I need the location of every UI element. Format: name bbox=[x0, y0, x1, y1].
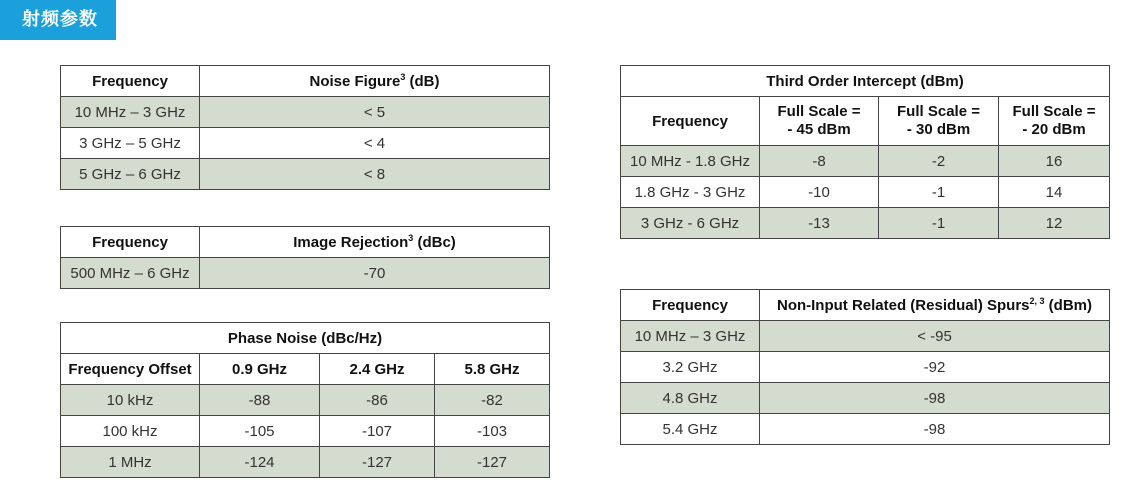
value-cell: -98 bbox=[760, 414, 1110, 445]
value-cell: -1 bbox=[879, 177, 999, 208]
column-header-noise-figure bbox=[200, 66, 550, 97]
value-cell: -86 bbox=[320, 385, 435, 416]
value-cell: 12 bbox=[999, 208, 1110, 239]
offset-cell: 1 MHz bbox=[61, 447, 200, 478]
value-cell: < 8 bbox=[200, 159, 550, 190]
table-row bbox=[621, 177, 1110, 208]
table-row bbox=[61, 385, 550, 416]
column-header-full-scale-45 bbox=[760, 97, 879, 146]
column-header-5-8-ghz: 5.8 GHz bbox=[435, 354, 550, 385]
table-row bbox=[621, 352, 1110, 383]
value-cell: -105 bbox=[200, 416, 320, 447]
table-row bbox=[61, 447, 550, 478]
frequency-cell: 1.8 GHz - 3 GHz bbox=[621, 177, 760, 208]
table-row bbox=[621, 321, 1110, 352]
table-row bbox=[61, 159, 550, 190]
footnote-marker: 2, 3 bbox=[1029, 295, 1045, 306]
value-cell: -70 bbox=[200, 258, 550, 289]
column-header-2-4-ghz: 2.4 GHz bbox=[320, 354, 435, 385]
column-header-frequency: Frequency bbox=[61, 66, 200, 97]
frequency-cell: 10 MHz - 1.8 GHz bbox=[621, 146, 760, 177]
column-header-full-scale-20 bbox=[999, 97, 1110, 146]
column-header-residual-spurs bbox=[760, 290, 1110, 321]
value-cell: < 4 bbox=[200, 128, 550, 159]
frequency-cell: 3.2 GHz bbox=[621, 352, 760, 383]
header-line-2: - 45 dBm bbox=[787, 121, 851, 138]
value-cell: -127 bbox=[435, 447, 550, 478]
value-cell: 16 bbox=[999, 146, 1110, 177]
header-line-2: - 20 dBm bbox=[1022, 121, 1086, 138]
table-header-row bbox=[621, 290, 1110, 321]
offset-cell: 10 kHz bbox=[61, 385, 200, 416]
table-row bbox=[621, 146, 1110, 177]
header-line-1: Full Scale = bbox=[1012, 103, 1096, 120]
column-header-full-scale-30 bbox=[879, 97, 999, 146]
column-header-0-9-ghz: 0.9 GHz bbox=[200, 354, 320, 385]
header-unit: (dBm) bbox=[1044, 296, 1093, 314]
residual-spurs-table bbox=[620, 289, 1110, 445]
frequency-cell: 500 MHz – 6 GHz bbox=[61, 258, 200, 289]
value-cell: -8 bbox=[760, 146, 879, 177]
table-row bbox=[621, 208, 1110, 239]
value-cell: -13 bbox=[760, 208, 879, 239]
value-cell: -107 bbox=[320, 416, 435, 447]
frequency-cell: 10 MHz – 3 GHz bbox=[61, 97, 200, 128]
frequency-cell: 3 GHz - 6 GHz bbox=[621, 208, 760, 239]
third-order-intercept-table bbox=[620, 65, 1110, 239]
table-title-row bbox=[61, 323, 550, 354]
value-cell: -88 bbox=[200, 385, 320, 416]
column-header-frequency: Frequency bbox=[621, 97, 760, 146]
table-header-row bbox=[61, 227, 550, 258]
value-cell: -1 bbox=[879, 208, 999, 239]
header-line-1: Full Scale = bbox=[897, 103, 980, 120]
table-header-row bbox=[61, 354, 550, 385]
value-cell: -124 bbox=[200, 447, 320, 478]
frequency-cell: 5 GHz – 6 GHz bbox=[61, 159, 200, 190]
frequency-cell: 3 GHz – 5 GHz bbox=[61, 128, 200, 159]
table-header-row bbox=[621, 97, 1110, 146]
column-header-frequency: Frequency bbox=[621, 290, 760, 321]
value-cell: -98 bbox=[760, 383, 1110, 414]
column-header-frequency: Frequency bbox=[61, 227, 200, 258]
value-cell: < -95 bbox=[760, 321, 1110, 352]
offset-cell: 100 kHz bbox=[61, 416, 200, 447]
value-cell: -2 bbox=[879, 146, 999, 177]
footnote-marker: 3 bbox=[400, 71, 406, 82]
table-title: Third Order Intercept (dBm) bbox=[621, 66, 1110, 97]
value-cell: < 5 bbox=[200, 97, 550, 128]
header-unit: (dB) bbox=[405, 72, 440, 90]
header-label: Image Rejection bbox=[293, 233, 409, 251]
header-unit: (dBc) bbox=[413, 233, 456, 251]
frequency-cell: 4.8 GHz bbox=[621, 383, 760, 414]
table-row bbox=[61, 128, 550, 159]
image-rejection-table bbox=[60, 226, 550, 289]
table-row bbox=[61, 416, 550, 447]
table-row bbox=[621, 414, 1110, 445]
value-cell: -92 bbox=[760, 352, 1110, 383]
frequency-cell: 10 MHz – 3 GHz bbox=[621, 321, 760, 352]
column-header-frequency-offset: Frequency Offset bbox=[61, 354, 200, 385]
footnote-marker: 3 bbox=[408, 232, 414, 243]
section-title-rf-parameters: 射频参数 bbox=[0, 0, 116, 40]
header-line-2: - 30 dBm bbox=[906, 121, 971, 138]
noise-figure-table bbox=[60, 65, 550, 190]
table-row bbox=[61, 258, 550, 289]
phase-noise-table bbox=[60, 322, 550, 478]
table-header-row bbox=[61, 66, 550, 97]
value-cell: -82 bbox=[435, 385, 550, 416]
value-cell: 14 bbox=[999, 177, 1110, 208]
table-title: Phase Noise (dBc/Hz) bbox=[61, 323, 550, 354]
header-label: Noise Figure bbox=[309, 72, 401, 90]
header-label: Non-Input Related (Residual) Spurs bbox=[776, 296, 1030, 314]
value-cell: -127 bbox=[320, 447, 435, 478]
value-cell: -10 bbox=[760, 177, 879, 208]
value-cell: -103 bbox=[435, 416, 550, 447]
column-header-image-rejection bbox=[200, 227, 550, 258]
header-line-1: Full Scale = bbox=[777, 103, 861, 120]
table-row bbox=[621, 383, 1110, 414]
frequency-cell: 5.4 GHz bbox=[621, 414, 760, 445]
table-row bbox=[61, 97, 550, 128]
table-title-row bbox=[621, 66, 1110, 97]
